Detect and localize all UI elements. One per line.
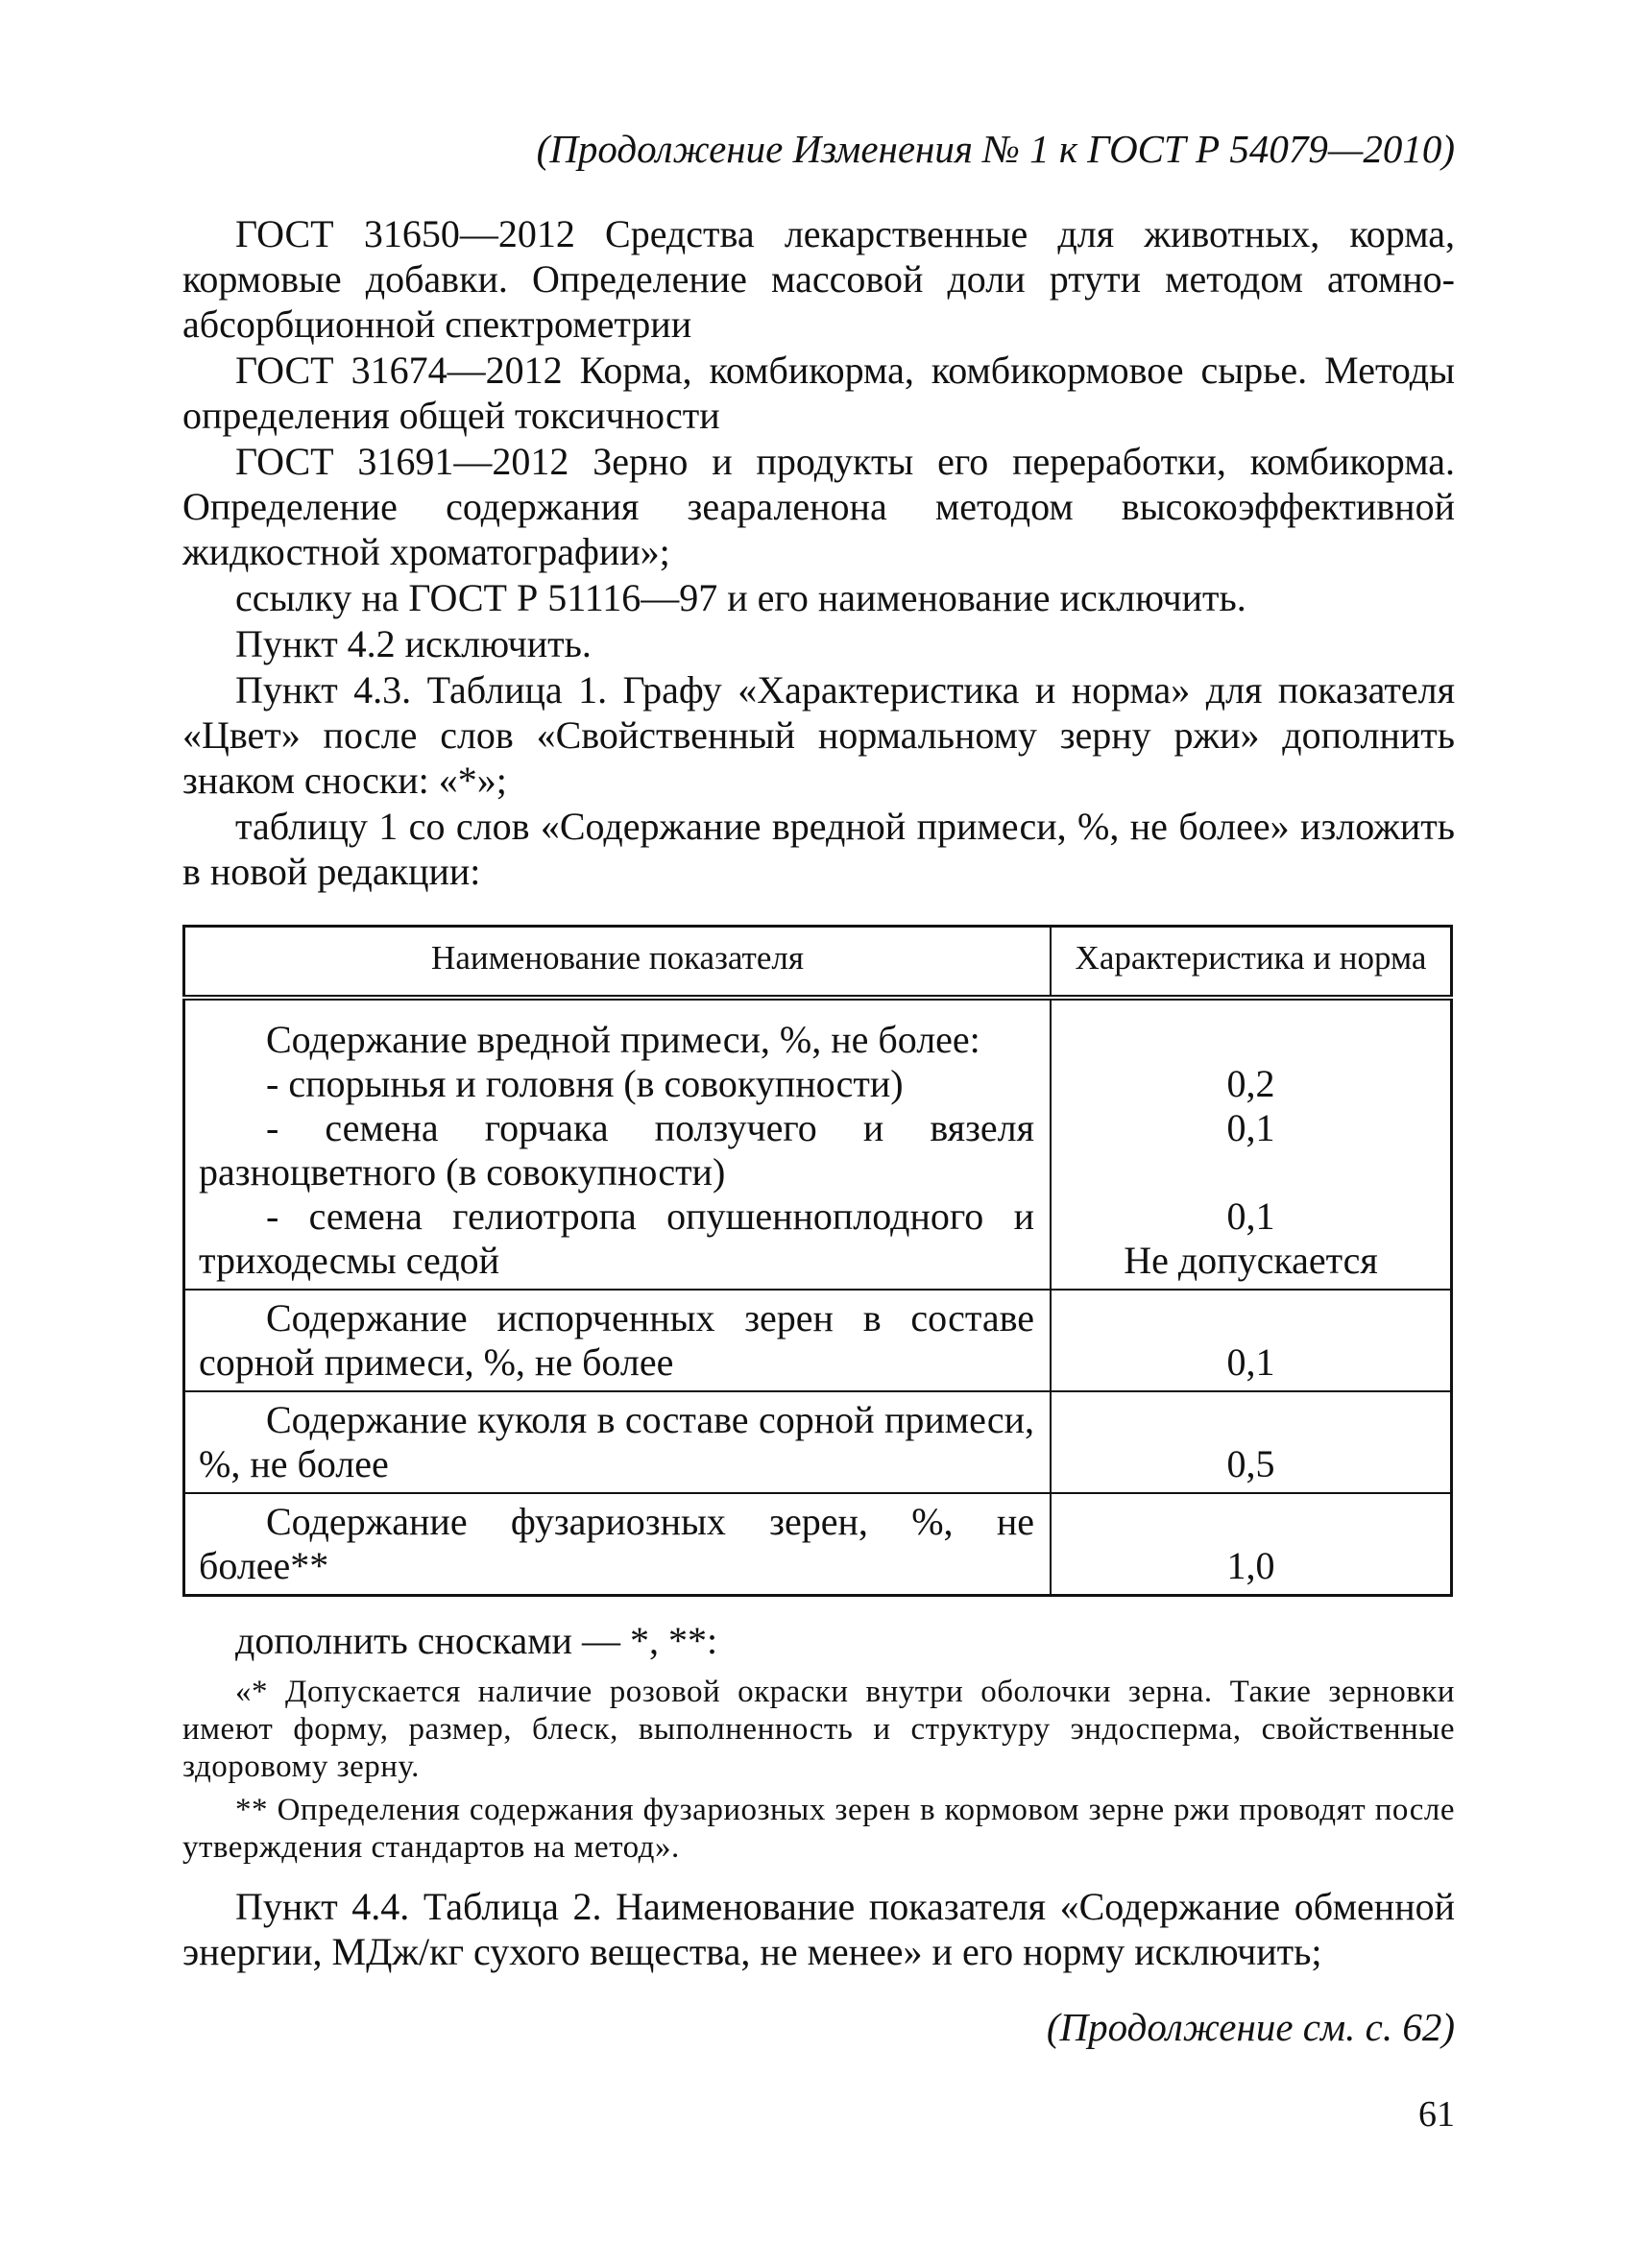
paragraph-reference-exclude: ссылку на ГОСТ Р 51116—97 и его наименование исключить. [235, 576, 1246, 619]
column-header-indicator: Наименование показателя [184, 927, 1052, 999]
paragraph-clause-4-3: Пункт 4.3. Таблица 1. Графу «Характеристика и норма» для показателя «Цвет» после слов «Свойственный нормальному зерну ржи» дополнить знаком сноски: «*»; [182, 668, 1455, 802]
norm-value: 0,2 [1226, 1062, 1275, 1105]
table-header-row [184, 927, 1452, 999]
continuation-footer: (Продолжение см. с. 62) [1046, 2005, 1455, 2049]
table-row [184, 998, 1452, 1290]
footnote-double-asterisk: ** Определения содержания фузариозных зерен в кормовом зерне ржи проводят после утверждения стандартов на метод». [182, 1793, 1455, 1865]
paragraph-gost-31674: ГОСТ 31674—2012 Корма, комбикорма, комбикормовое сырье. Методы определения общей токсичности [182, 349, 1455, 437]
indicators-table [182, 925, 1453, 1597]
paragraph-clause-4-4: Пункт 4.4. Таблица 2. Наименование показателя «Содержание обменной энергии, МДж/кг сухого вещества, не менее» и его норму исключить; [182, 1885, 1455, 1973]
paragraph-gost-31650: ГОСТ 31650—2012 Средства лекарственные для животных, корма, кормовые добавки. Определение массовой доли ртути методом атомно-абсорбционной спектрометрии [182, 212, 1455, 346]
paragraph-gost-31691: ГОСТ 31691—2012 Зерно и продукты его переработки, комбикорма. Определение содержания зеараленона методом высокоэффективной жидкостной хроматографии»; [182, 440, 1455, 573]
norm-value: 0,1 [1226, 1106, 1275, 1149]
indicator-fusarium-grains: Содержание фузариозных зерен, %, не более** [199, 1500, 1034, 1587]
footnote-asterisk: «* Допускается наличие розовой окраски внутри оболочки зерна. Такие зерновки имеют форму, размер, блеск, выполненность и структуру эндосперма, свойственные здоровому зерну. [182, 1675, 1455, 1784]
document-page [182, 125, 1455, 2051]
indicator-corncockle: Содержание куколя в составе сорной примеси, %, не более [199, 1398, 1034, 1485]
indicator-name-cell [184, 1391, 1052, 1493]
indicator-name-cell [184, 998, 1052, 1290]
indicator-heliotrope-trichodesma: - семена гелиотропа опушенноплодного и триходесмы седой [199, 1194, 1034, 1282]
norm-value-cell [1051, 1290, 1452, 1391]
table-row [184, 1290, 1452, 1391]
table-row [184, 1391, 1452, 1493]
page-number: 61 [1418, 2094, 1455, 2135]
norm-value: 0,1 [1226, 1340, 1275, 1384]
indicator-ergot-smut: - спорынья и головня (в совокупности) [266, 1062, 904, 1105]
paragraph-table-1-new-edition: таблицу 1 со слов «Содержание вредной примеси, %, не более» изложить в новой редакции: [182, 805, 1455, 893]
norm-value: 0,5 [1226, 1442, 1275, 1485]
norm-value-cell [1051, 1493, 1452, 1596]
norm-value: 1,0 [1226, 1544, 1275, 1587]
paragraph-clause-4-2: Пункт 4.2 исключить. [235, 622, 592, 665]
norm-value: Не допускается [1124, 1239, 1378, 1282]
continuation-header: (Продолжение Изменения № 1 к ГОСТ Р 54079—2010) [536, 127, 1455, 171]
norm-value-cell [1051, 1391, 1452, 1493]
column-header-norm: Характеристика и норма [1051, 927, 1452, 999]
norm-value: 0,1 [1226, 1194, 1275, 1238]
table-row [184, 1493, 1452, 1596]
indicator-knapweed-vetch: - семена горчака ползучего и вязеля разноцветного (в совокупности) [199, 1106, 1034, 1194]
indicator-spoiled-grains: Содержание испорченных зерен в составе сорной примеси, %, не более [199, 1296, 1034, 1384]
footnotes-intro: дополнить сносками — *, **: [235, 1619, 718, 1662]
norm-value-cell [1051, 998, 1452, 1290]
indicator-name-cell [184, 1290, 1052, 1391]
indicator-harmful-impurity: Содержание вредной примеси, %, не более: [266, 1018, 980, 1061]
indicator-name-cell [184, 1493, 1052, 1596]
